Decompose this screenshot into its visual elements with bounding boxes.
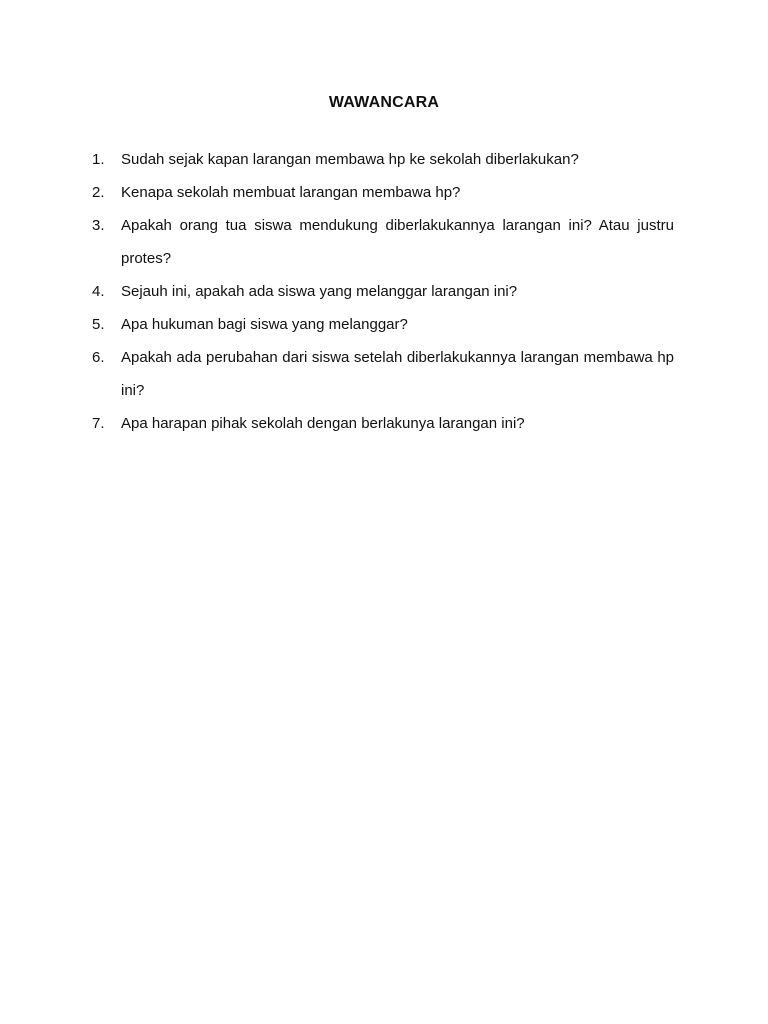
question-text: Apakah orang tua siswa mendukung diberlakukannya larangan ini? Atau justru protes? — [121, 217, 674, 267]
question-number: 2. — [92, 184, 105, 201]
page-title: WAWANCARA — [328, 94, 440, 111]
question-number: 1. — [92, 151, 105, 168]
question-number: 7. — [92, 415, 105, 432]
list-item — [92, 341, 674, 407]
list-item — [92, 143, 674, 176]
list-item — [92, 275, 674, 308]
list-item — [92, 209, 674, 275]
question-number: 3. — [92, 217, 105, 234]
list-item — [92, 176, 674, 209]
question-number: 4. — [92, 283, 105, 300]
question-number: 6. — [92, 349, 105, 366]
question-number: 5. — [92, 316, 105, 333]
question-text: Kenapa sekolah membuat larangan membawa hp? — [121, 184, 461, 201]
question-text: Apa hukuman bagi siswa yang melanggar? — [121, 316, 408, 333]
list-item — [92, 308, 674, 341]
question-text: Sejauh ini, apakah ada siswa yang melanggar larangan ini? — [121, 283, 518, 300]
question-text: Apa harapan pihak sekolah dengan berlakunya larangan ini? — [121, 415, 525, 432]
question-text: Apakah ada perubahan dari siswa setelah diberlakukannya larangan membawa hp ini? — [121, 349, 674, 399]
question-text: Sudah sejak kapan larangan membawa hp ke sekolah diberlakukan? — [121, 151, 579, 168]
question-list — [92, 143, 674, 440]
list-item — [92, 407, 674, 440]
